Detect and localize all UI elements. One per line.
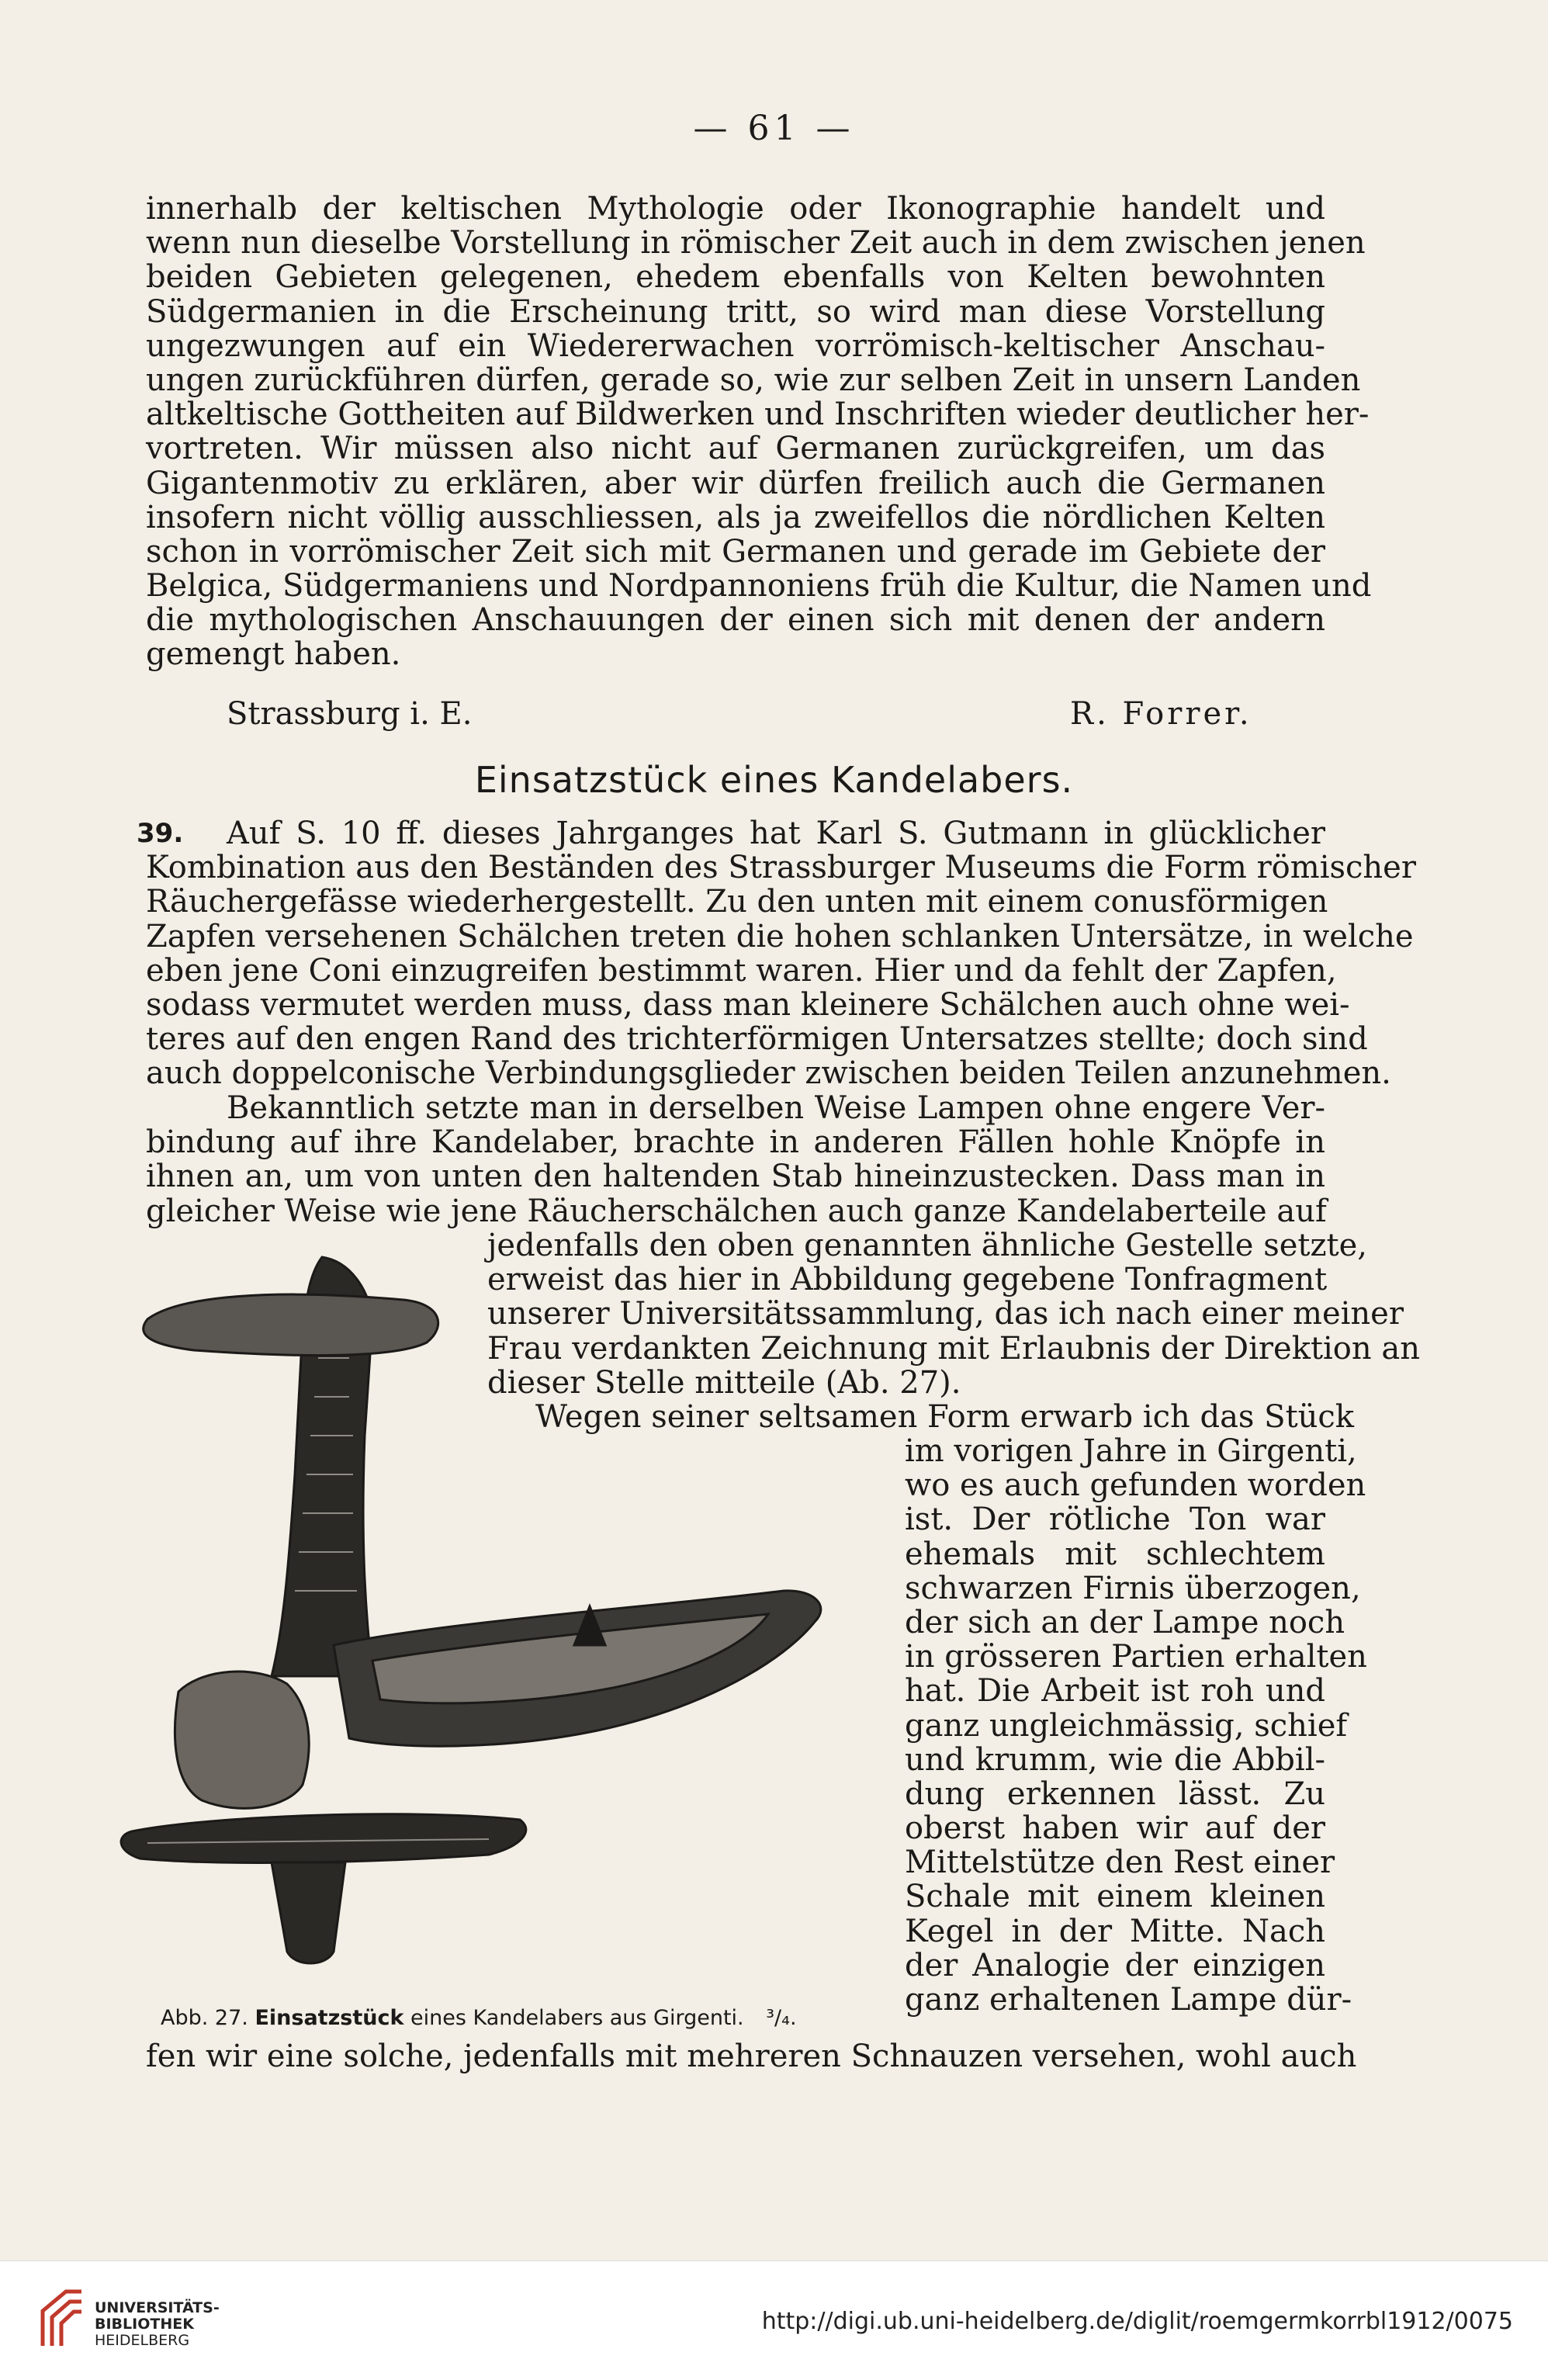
paragraph1-line <box>146 397 1370 433</box>
paragraph1-text: altkeltische Gottheiten auf Bildwerken und Inschriften wieder deutlicher her- <box>146 397 1370 433</box>
paragraph1-line <box>146 466 1325 501</box>
paragraph4_narrow-text: und krumm, wie die Abbil- <box>905 1741 1325 1778</box>
caption-scale: ³/₄. <box>766 2006 797 2030</box>
paragraph1-text: innerhalb der keltischen Mythologie oder Ikonographie handelt und <box>146 191 1325 227</box>
paragraph-4-wide-line: Wegen seiner seltsamen Form erwarb ich das Stück <box>535 1399 1355 1435</box>
paragraph-3 <box>146 1091 1325 1228</box>
paragraph1-text: vortreten. Wir müssen also nicht auf Germanen zurückgreifen, um das <box>146 431 1325 467</box>
paragraph2-text: eben jene Coni einzugreifen bestimmt waren. Hier und da fehlt der Zapfen, <box>146 952 1337 989</box>
paragraph4_narrow-line <box>905 1914 1325 1949</box>
paragraph1-line <box>146 225 1366 262</box>
signature-author: R. Forrer. <box>1070 696 1252 732</box>
paragraph4_narrow-text: Schale mit einem kleinen <box>905 1879 1325 1915</box>
paragraph1-line <box>146 603 1325 637</box>
paragraph1-text: schon in vorrömischer Zeit sich mit Germanen und gerade im Gebiete der <box>146 533 1325 570</box>
paragraph4_narrow-text: wo es auch gefunden worden <box>905 1467 1366 1504</box>
paragraph3_wrap-text: jedenfalls den oben genannten ähnliche Gestelle setzte, <box>487 1228 1368 1263</box>
paragraph1-text: insofern nicht völlig ausschliessen, als ja zweifellos die nördlichen Kelten <box>146 499 1325 535</box>
paragraph2-text: sodass vermutet werden muss, dass man kleinere Schälchen auch ohne wei- <box>146 986 1350 1023</box>
paragraph4_narrow-line <box>905 1811 1325 1845</box>
paragraph2-line <box>146 918 1414 954</box>
paragraph2-text: teres auf den engen Rand des trichterförmigen Untersatzes stellte; doch sind <box>146 1021 1368 1058</box>
section-heading: Einsatzstück eines Kandelabers. <box>474 759 1074 801</box>
library-logo-icon <box>35 2288 89 2350</box>
paragraph2-line <box>146 816 1325 850</box>
paragraph2-text: Kombination aus den Beständen des Strassburger Museums die Form römischer <box>146 850 1416 886</box>
paragraph1-text: beiden Gebieten gelegenen, ehedem ebenfalls von Kelten bewohnten <box>146 259 1325 296</box>
paragraph4_narrow-text: der Analogie der einzigen <box>905 1947 1325 1983</box>
paragraph1-text: die mythologischen Anschauungen der einen sich mit denen der andern <box>146 602 1325 639</box>
paragraph4_narrow-line <box>905 1674 1325 1708</box>
figure-caption <box>161 2006 797 2030</box>
source-url-link[interactable]: http://digi.ub.uni-heidelberg.de/diglit/roemgermkorrbl1912/0075 <box>761 2308 1513 2335</box>
last-line: fen wir eine solche, jedenfalls mit mehreren Schnauzen versehen, wohl auch <box>146 2039 1357 2074</box>
signature-place: Strassburg i. E. <box>227 696 473 732</box>
paragraph3_full-text: gleicher Weise wie jene Räucherschälchen auch ganze Kandelaberteile auf <box>146 1193 1327 1229</box>
paragraph3_wrap-text: dieser Stelle mitteile (Ab. 27). <box>487 1364 961 1401</box>
paragraph1-line <box>146 192 1325 226</box>
paragraph4_narrow-line <box>905 1845 1335 1881</box>
paragraph1-text: ungezwungen auf ein Wiedererwachen vorrömisch-keltischer Anschau- <box>146 327 1325 364</box>
paragraph1-line <box>146 431 1325 466</box>
paragraph-1 <box>146 191 1372 673</box>
paragraph4_narrow-text: oberst haben wir auf der <box>905 1810 1325 1847</box>
paragraph4_narrow-line <box>905 1879 1325 1914</box>
paragraph3_wrap-text: Frau verdankten Zeichnung mit Erlaubnis der Direktion an <box>487 1330 1420 1367</box>
paragraph4_narrow-text: hat. Die Arbeit ist roh und <box>905 1673 1325 1710</box>
kandelaber-illustration <box>116 1242 896 2002</box>
paragraph1-text: Gigantenmotiv zu erklären, aber wir dürfen freilich auch die Germanen <box>146 465 1325 501</box>
caption-bold: Einsatzstück <box>255 2006 404 2030</box>
paragraph4_narrow-text: schwarzen Firnis überzogen, <box>905 1570 1361 1606</box>
page-number: — 61 — <box>693 109 855 148</box>
paragraph-4-narrow <box>905 1433 1367 2018</box>
paragraph1-line <box>146 568 1372 605</box>
paragraph4_narrow-line <box>905 1433 1357 1469</box>
paragraph2-text: auch doppelconische Verbindungsglieder zwischen beiden Teilen anzunehmen. <box>146 1055 1391 1092</box>
paragraph1-line <box>146 329 1325 363</box>
paragraph2-text: Zapfen versehenen Schälchen treten die hohen schlanken Untersätze, in welche <box>146 918 1414 954</box>
paragraph1-text: gemengt haben. <box>146 636 401 673</box>
paragraph4_narrow-text: im vorigen Jahre in Girgenti, <box>905 1433 1357 1469</box>
caption-prefix: Abb. 27. <box>161 2006 248 2030</box>
paragraph4_narrow-line <box>905 1502 1325 1536</box>
paragraph1-line <box>146 260 1325 294</box>
paragraph4_narrow-text: in grösseren Partien erhalten <box>905 1639 1367 1675</box>
paragraph4_narrow-line <box>905 1707 1348 1744</box>
paragraph4_narrow-text: dung erkennen lässt. Zu <box>905 1775 1325 1812</box>
paragraph3_full-line <box>146 1091 1325 1125</box>
paragraph3_full-line <box>146 1194 1325 1228</box>
paragraph1-text: Belgica, Südgermaniens und Nordpannoniens früh die Kultur, die Namen und <box>146 568 1372 605</box>
paragraph2-line <box>146 850 1416 886</box>
paragraph1-text: Südgermanien in die Erscheinung tritt, so wird man diese Vorstellung <box>146 293 1325 330</box>
paragraph-2 <box>146 816 1416 1092</box>
paragraph4_narrow-line <box>905 1982 1352 2018</box>
paragraph4_narrow-line <box>905 1949 1325 1983</box>
paragraph4_narrow-line <box>905 1467 1366 1504</box>
paragraph4_narrow-line <box>905 1537 1325 1571</box>
paragraph2-text: Räuchergefässe wiederhergestellt. Zu den unten mit einem conusförmigen <box>146 884 1328 920</box>
paragraph4_narrow-line <box>905 1570 1361 1606</box>
paragraph1-line <box>146 637 1325 671</box>
paragraph4_narrow-text: Kegel in der Mitte. Nach <box>905 1913 1325 1949</box>
paragraph4_narrow-line <box>905 1777 1325 1811</box>
paragraph3_full-text: bindung auf ihre Kandelaber, brachte in anderen Fällen hohle Knöpfe in <box>146 1124 1325 1161</box>
paragraph4_narrow-text: ganz erhaltenen Lampe dür- <box>905 1982 1352 2018</box>
footer-bar <box>0 2260 1548 2380</box>
paragraph4_narrow-text: ist. Der rötliche Ton war <box>905 1502 1325 1538</box>
paragraph2-line <box>146 884 1328 920</box>
caption-rest: eines Kandelabers aus Girgenti. <box>410 2006 744 2030</box>
paragraph1-line <box>146 362 1361 398</box>
paragraph1-line <box>146 535 1325 569</box>
paragraph1-line <box>146 295 1325 329</box>
paragraph4_narrow-line <box>905 1604 1345 1640</box>
paragraph3_full-text: ihnen an, um von unten den haltenden Stab hineinzustecken. Dass man in <box>146 1159 1325 1195</box>
paragraph2-line <box>146 952 1337 989</box>
paragraph4_narrow-line <box>905 1639 1367 1675</box>
paragraph2-text: Auf S. 10 ff. dieses Jahrganges hat Karl S. Gutmann in glücklicher <box>227 816 1325 851</box>
paragraph1-text: ungen zurückführen dürfen, gerade so, wie zur selben Zeit in unsern Landen <box>146 362 1361 398</box>
paragraph3_wrap-text: unserer Universitätssammlung, das ich nach einer meiner <box>487 1296 1404 1332</box>
paragraph3_wrap-text: erweist das hier in Abbildung gegebene Tonfragment <box>487 1262 1328 1298</box>
paragraph4_narrow-text: ehemals mit schlechtem <box>905 1536 1325 1572</box>
paragraph3_full-line <box>146 1125 1325 1159</box>
paragraph2-line <box>146 986 1350 1023</box>
paragraph4_narrow-text: ganz ungleichmässig, schief <box>905 1707 1348 1744</box>
paragraph1-line <box>146 501 1325 535</box>
paragraph2-line <box>146 1055 1391 1092</box>
paragraph4_narrow-text: der sich an der Lampe noch <box>905 1604 1345 1640</box>
section-number: 39. <box>137 818 184 849</box>
paragraph-last <box>146 2039 1357 2074</box>
paragraph4_narrow-text: Mittelstütze den Rest einer <box>905 1845 1335 1881</box>
library-name: UNIVERSITÄTS- BIBLIOTHEK HEIDELBERG <box>95 2299 220 2349</box>
paragraph1-text: wenn nun dieselbe Vorstellung in römischer Zeit auch in dem zwischen jenen <box>146 225 1366 262</box>
paragraph4_narrow-line <box>905 1743 1325 1777</box>
paragraph3_full-text: Bekanntlich setzte man in derselben Weise Lampen ohne engere Ver- <box>227 1090 1325 1126</box>
paragraph3_full-line <box>146 1159 1325 1193</box>
paragraph2-line <box>146 1021 1368 1058</box>
